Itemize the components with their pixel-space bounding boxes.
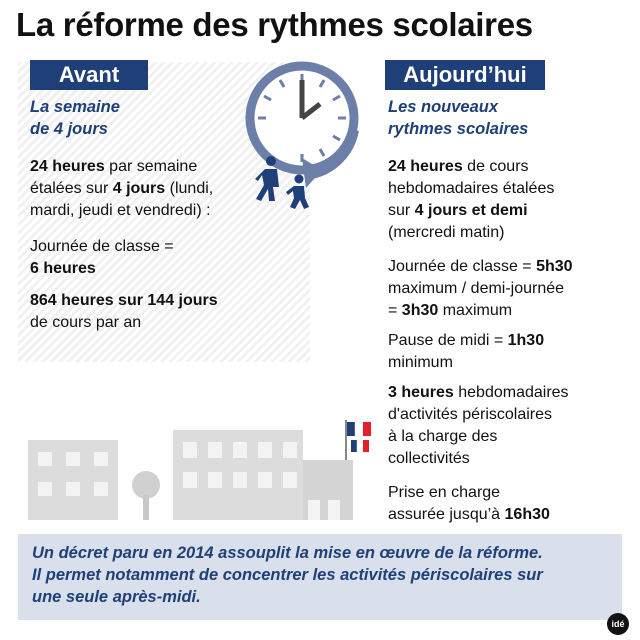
aujourdhui-tag: Aujourd’hui (385, 60, 545, 90)
aujourdhui-day-text: Journée de classe = 5h30 maximum / demi-journée = 3h30 maximum (388, 258, 573, 319)
aujourdhui-subtitle-line: Les nouveaux (388, 98, 499, 116)
ide-logo: idé (607, 613, 629, 635)
avant-total-text: 864 heures sur 144 jours de cours par an (30, 292, 218, 331)
page-title: La réforme des rythmes scolaires (16, 6, 533, 43)
note-line: une seule après-midi. (32, 588, 201, 606)
aujourdhui-subtitle (388, 96, 608, 140)
aujourdhui-pause-text: Pause de midi = 1h30 minimum (388, 332, 545, 371)
note-line: Un décret paru en 2014 assouplit la mise en œuvre de la réforme. (32, 544, 543, 562)
note-line: Il permet notamment de concentrer les activités périscolaires sur (32, 566, 543, 584)
aujourdhui-activities-text: 3 heures hebdomadaires d'activités périscolaires à la charge des collectivités (388, 384, 569, 467)
avant-subtitle-line: La semaine (30, 98, 120, 116)
avant-day-text: Journée de classe = 6 heures (30, 238, 174, 277)
avant-tag: Avant (30, 60, 148, 90)
aujourdhui-hours-text: 24 heures de cours hebdomadaires étalées sur 4 jours et demi (mercredi matin) (388, 158, 555, 241)
aujourdhui-subtitle-line: rythmes scolaires (388, 120, 529, 138)
aujourdhui-care-text: Prise en charge assurée jusqu’à 16h30 (388, 484, 550, 523)
avant-hours-text: 24 heures par semaine étalées sur 4 jours (lundi, mardi, jeudi et vendredi) : (30, 158, 214, 219)
reform-note (18, 534, 622, 620)
avant-subtitle-line: de 4 jours (30, 120, 108, 138)
avant-subtitle (30, 96, 180, 140)
school-illustration (28, 420, 388, 520)
